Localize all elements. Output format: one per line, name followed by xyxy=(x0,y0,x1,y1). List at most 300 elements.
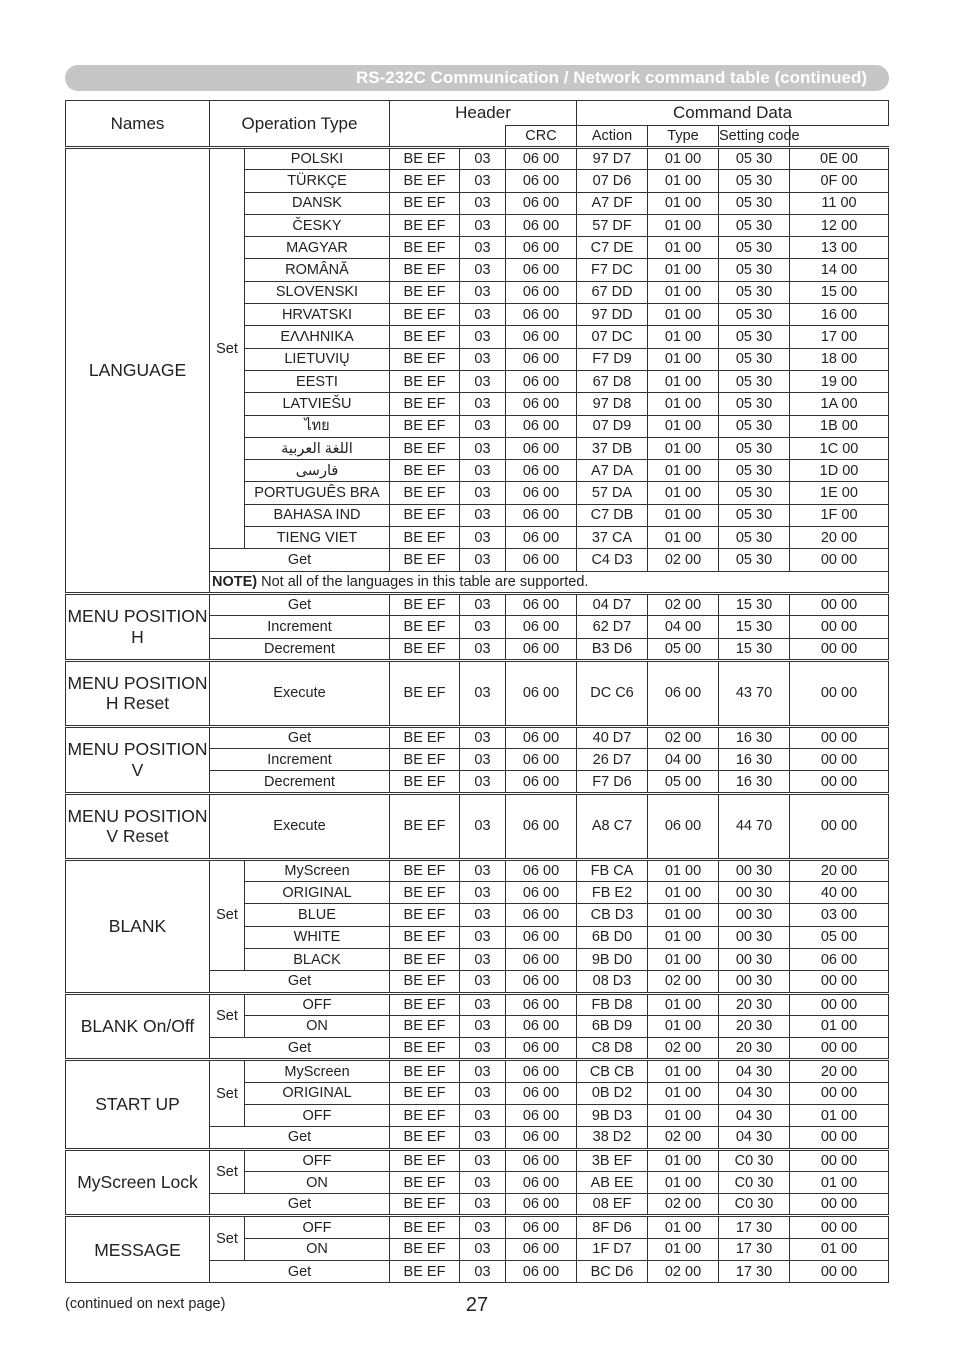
action-cell: 01 00 xyxy=(648,1149,719,1171)
action-cell: 01 00 xyxy=(648,148,719,170)
action-cell: 01 00 xyxy=(648,214,719,236)
header-id-cell: 06 00 xyxy=(506,593,577,615)
setting-code-cell: 00 00 xyxy=(790,993,889,1015)
action-cell: 01 00 xyxy=(648,1216,719,1238)
type-cell: 05 30 xyxy=(719,326,790,348)
setting-code-cell: 20 00 xyxy=(790,1060,889,1082)
setting-code-cell: 14 00 xyxy=(790,259,889,281)
type-cell: 04 30 xyxy=(719,1060,790,1082)
section-banner: RS-232C Communication / Network command table (continued) xyxy=(65,65,889,91)
operation-cell: SLOVENSKI xyxy=(245,281,390,303)
header-length-cell: 03 xyxy=(460,214,506,236)
operation-cell: Get xyxy=(210,593,390,615)
header-id-cell: 06 00 xyxy=(506,771,577,793)
action-cell: 01 00 xyxy=(648,415,719,437)
type-cell: 05 30 xyxy=(719,214,790,236)
action-cell: 02 00 xyxy=(648,726,719,748)
crc-cell: 8F D6 xyxy=(577,1216,648,1238)
type-cell: 43 70 xyxy=(719,660,790,726)
setting-code-cell: 1D 00 xyxy=(790,460,889,482)
note-label: NOTE) xyxy=(212,573,258,590)
header-bytes-cell: BE EF xyxy=(390,1194,460,1216)
operation-cell: Get xyxy=(210,1194,390,1216)
header-bytes-cell: BE EF xyxy=(390,281,460,303)
header-id-cell: 06 00 xyxy=(506,859,577,881)
header-id-cell: 06 00 xyxy=(506,1171,577,1193)
operation-cell: OFF xyxy=(245,1149,390,1171)
header-length-cell: 03 xyxy=(460,771,506,793)
setting-code-cell: 00 00 xyxy=(790,593,889,615)
action-cell: 01 00 xyxy=(648,192,719,214)
header-length-cell: 03 xyxy=(460,281,506,303)
action-cell: 01 00 xyxy=(648,326,719,348)
type-cell: C0 30 xyxy=(719,1149,790,1171)
crc-cell: 9B D0 xyxy=(577,948,648,970)
type-cell: C0 30 xyxy=(719,1171,790,1193)
operation-cell: PORTUGUÊS BRA xyxy=(245,482,390,504)
header-id-cell: 06 00 xyxy=(506,281,577,303)
header-length-cell: 03 xyxy=(460,370,506,392)
header-header: Header xyxy=(390,101,577,126)
type-cell: 05 30 xyxy=(719,304,790,326)
header-length-cell: 03 xyxy=(460,1060,506,1082)
crc-cell: DC C6 xyxy=(577,660,648,726)
header-bytes-cell: BE EF xyxy=(390,259,460,281)
action-cell: 01 00 xyxy=(648,504,719,526)
type-cell: 00 30 xyxy=(719,859,790,881)
action-cell: 01 00 xyxy=(648,1015,719,1037)
header-length-cell: 03 xyxy=(460,1194,506,1216)
crc-cell: FB CA xyxy=(577,859,648,881)
header-bytes-cell: BE EF xyxy=(390,793,460,859)
action-cell: 01 00 xyxy=(648,1238,719,1260)
action-cell: 01 00 xyxy=(648,237,719,259)
table-row xyxy=(66,1060,889,1082)
operation-cell: POLSKI xyxy=(245,148,390,170)
action-cell: 02 00 xyxy=(648,971,719,993)
action-cell: 01 00 xyxy=(648,460,719,482)
crc-cell: C7 DB xyxy=(577,504,648,526)
header-length-cell: 03 xyxy=(460,749,506,771)
setting-code-cell: 00 00 xyxy=(790,771,889,793)
command-table xyxy=(65,100,889,1283)
table-row xyxy=(66,1216,889,1238)
table-body xyxy=(66,148,889,1283)
header-id-cell: 06 00 xyxy=(506,1038,577,1060)
crc-cell: 08 D3 xyxy=(577,971,648,993)
header-length-cell: 03 xyxy=(460,1127,506,1149)
type-cell: 05 30 xyxy=(719,527,790,549)
action-cell: 01 00 xyxy=(648,527,719,549)
setting-code-cell: 1C 00 xyxy=(790,437,889,459)
header-bytes-cell: BE EF xyxy=(390,437,460,459)
header-id-cell: 06 00 xyxy=(506,793,577,859)
header-bytes-cell: BE EF xyxy=(390,971,460,993)
header-length-cell: 03 xyxy=(460,437,506,459)
setting-code-cell: 11 00 xyxy=(790,192,889,214)
operation-cell: Get xyxy=(210,971,390,993)
header-length-cell: 03 xyxy=(460,1216,506,1238)
header-id-cell: 06 00 xyxy=(506,993,577,1015)
type-cell: C0 30 xyxy=(719,1194,790,1216)
header-bytes-cell: BE EF xyxy=(390,1149,460,1171)
table-row xyxy=(66,660,889,726)
header-id-cell: 06 00 xyxy=(506,259,577,281)
crc-cell: C4 D3 xyxy=(577,549,648,571)
action-cell: 01 00 xyxy=(648,882,719,904)
table-row xyxy=(66,726,889,748)
header-bytes-cell: BE EF xyxy=(390,1015,460,1037)
names-header: Names xyxy=(66,101,210,148)
header-bytes-cell: BE EF xyxy=(390,771,460,793)
crc-cell: A7 DF xyxy=(577,192,648,214)
type-cell: 17 30 xyxy=(719,1238,790,1260)
header-bytes-cell: BE EF xyxy=(390,1171,460,1193)
table-row xyxy=(66,593,889,615)
header-id-cell: 06 00 xyxy=(506,326,577,348)
header-id-cell: 06 00 xyxy=(506,1238,577,1260)
header-id-cell: 06 00 xyxy=(506,304,577,326)
operation-cell: BLACK xyxy=(245,948,390,970)
header-id-cell: 06 00 xyxy=(506,726,577,748)
crc-cell: 07 D9 xyxy=(577,415,648,437)
action-cell: 01 00 xyxy=(648,482,719,504)
header-length-cell: 03 xyxy=(460,1104,506,1126)
operation-cell: TÜRKÇE xyxy=(245,170,390,192)
action-cell: 01 00 xyxy=(648,1104,719,1126)
header-header-spacer xyxy=(390,126,506,148)
action-header: Action xyxy=(577,126,648,148)
continued-note: (continued on next page) xyxy=(65,1296,226,1312)
action-cell: 01 00 xyxy=(648,348,719,370)
setting-code-cell: 0E 00 xyxy=(790,148,889,170)
type-cell: 00 30 xyxy=(719,971,790,993)
set-label: Set xyxy=(210,1060,245,1127)
header-length-cell: 03 xyxy=(460,192,506,214)
action-cell: 01 00 xyxy=(648,1082,719,1104)
action-cell: 06 00 xyxy=(648,793,719,859)
header-length-cell: 03 xyxy=(460,859,506,881)
header-id-cell: 06 00 xyxy=(506,348,577,370)
header-bytes-cell: BE EF xyxy=(390,993,460,1015)
header-bytes-cell: BE EF xyxy=(390,482,460,504)
header-length-cell: 03 xyxy=(460,1038,506,1060)
type-header: Type xyxy=(648,126,719,148)
header-bytes-cell: BE EF xyxy=(390,304,460,326)
type-cell: 15 30 xyxy=(719,616,790,638)
header-id-cell: 06 00 xyxy=(506,638,577,660)
setting-code-cell: 1B 00 xyxy=(790,415,889,437)
crc-cell: B3 D6 xyxy=(577,638,648,660)
type-cell: 20 30 xyxy=(719,1038,790,1060)
header-id-cell: 06 00 xyxy=(506,549,577,571)
header-id-cell: 06 00 xyxy=(506,1015,577,1037)
item-name: MyScreen Lock xyxy=(66,1149,210,1216)
header-bytes-cell: BE EF xyxy=(390,859,460,881)
operation-cell: Decrement xyxy=(210,638,390,660)
action-cell: 01 00 xyxy=(648,926,719,948)
type-cell: 16 30 xyxy=(719,726,790,748)
action-cell: 02 00 xyxy=(648,1261,719,1283)
setting-code-cell: 00 00 xyxy=(790,1038,889,1060)
header-id-cell: 06 00 xyxy=(506,1060,577,1082)
set-label: Set xyxy=(210,148,245,549)
crc-cell: 97 DD xyxy=(577,304,648,326)
action-cell: 06 00 xyxy=(648,660,719,726)
header-bytes-cell: BE EF xyxy=(390,948,460,970)
operation-cell: فارسی xyxy=(245,460,390,482)
type-cell: 15 30 xyxy=(719,638,790,660)
operation-cell: OFF xyxy=(245,993,390,1015)
type-cell: 00 30 xyxy=(719,882,790,904)
header-bytes-cell: BE EF xyxy=(390,214,460,236)
operation-cell: BAHASA IND xyxy=(245,504,390,526)
action-cell: 01 00 xyxy=(648,304,719,326)
header-id-cell: 06 00 xyxy=(506,1127,577,1149)
type-cell: 05 30 xyxy=(719,393,790,415)
header-id-cell: 06 00 xyxy=(506,460,577,482)
header-bytes-cell: BE EF xyxy=(390,616,460,638)
header-id-cell: 06 00 xyxy=(506,393,577,415)
header-bytes-cell: BE EF xyxy=(390,326,460,348)
setting-code-cell: 13 00 xyxy=(790,237,889,259)
crc-cell: BC D6 xyxy=(577,1261,648,1283)
crc-cell: AB EE xyxy=(577,1171,648,1193)
header-length-cell: 03 xyxy=(460,660,506,726)
type-cell: 05 30 xyxy=(719,460,790,482)
operation-cell: EESTI xyxy=(245,370,390,392)
header-length-cell: 03 xyxy=(460,237,506,259)
crc-cell: 37 DB xyxy=(577,437,648,459)
setting-code-cell: 00 00 xyxy=(790,1127,889,1149)
operation-cell: Get xyxy=(210,1038,390,1060)
header-length-cell: 03 xyxy=(460,926,506,948)
type-cell: 17 30 xyxy=(719,1261,790,1283)
setting-code-cell: 06 00 xyxy=(790,948,889,970)
setting-code-cell: 40 00 xyxy=(790,882,889,904)
action-cell: 01 00 xyxy=(648,393,719,415)
action-cell: 01 00 xyxy=(648,1060,719,1082)
header-id-cell: 06 00 xyxy=(506,170,577,192)
setting-code-cell: 05 00 xyxy=(790,926,889,948)
operation-cell: اللغة العربية xyxy=(245,437,390,459)
operation-cell: Increment xyxy=(210,749,390,771)
header-bytes-cell: BE EF xyxy=(390,170,460,192)
type-cell: 05 30 xyxy=(719,549,790,571)
header-length-cell: 03 xyxy=(460,1261,506,1283)
crc-cell: 97 D7 xyxy=(577,148,648,170)
type-cell: 05 30 xyxy=(719,415,790,437)
crc-cell: CB D3 xyxy=(577,904,648,926)
header-length-cell: 03 xyxy=(460,1149,506,1171)
setting-code-cell: 00 00 xyxy=(790,660,889,726)
crc-cell: 26 D7 xyxy=(577,749,648,771)
setting-code-cell: 00 00 xyxy=(790,549,889,571)
header-length-cell: 03 xyxy=(460,549,506,571)
header-bytes-cell: BE EF xyxy=(390,415,460,437)
type-cell: 05 30 xyxy=(719,281,790,303)
crc-cell: 07 D6 xyxy=(577,170,648,192)
item-name: BLANK xyxy=(66,859,210,993)
header-bytes-cell: BE EF xyxy=(390,148,460,170)
header-length-cell: 03 xyxy=(460,726,506,748)
crc-cell: 07 DC xyxy=(577,326,648,348)
crc-cell: 9B D3 xyxy=(577,1104,648,1126)
setting-code-header: Setting code xyxy=(719,126,790,148)
header-id-cell: 06 00 xyxy=(506,437,577,459)
crc-cell: 62 D7 xyxy=(577,616,648,638)
action-cell: 02 00 xyxy=(648,549,719,571)
header-id-cell: 06 00 xyxy=(506,1194,577,1216)
header-length-cell: 03 xyxy=(460,460,506,482)
type-cell: 44 70 xyxy=(719,793,790,859)
table-row xyxy=(66,148,889,170)
action-cell: 01 00 xyxy=(648,437,719,459)
crc-cell: 08 EF xyxy=(577,1194,648,1216)
header-length-cell: 03 xyxy=(460,616,506,638)
header-length-cell: 03 xyxy=(460,259,506,281)
header-length-cell: 03 xyxy=(460,1082,506,1104)
table-row xyxy=(66,993,889,1015)
table-row xyxy=(66,1149,889,1171)
header-bytes-cell: BE EF xyxy=(390,237,460,259)
item-name: START UP xyxy=(66,1060,210,1149)
header-length-cell: 03 xyxy=(460,170,506,192)
header-bytes-cell: BE EF xyxy=(390,593,460,615)
header-bytes-cell: BE EF xyxy=(390,638,460,660)
crc-cell: FB D8 xyxy=(577,993,648,1015)
header-id-cell: 06 00 xyxy=(506,1082,577,1104)
operation-cell: MAGYAR xyxy=(245,237,390,259)
operation-cell: OFF xyxy=(245,1104,390,1126)
header-length-cell: 03 xyxy=(460,527,506,549)
header-bytes-cell: BE EF xyxy=(390,460,460,482)
table-row xyxy=(66,793,889,859)
crc-cell: C8 D8 xyxy=(577,1038,648,1060)
header-id-cell: 06 00 xyxy=(506,415,577,437)
action-cell: 04 00 xyxy=(648,616,719,638)
item-name: MENU POSITION H xyxy=(66,593,210,660)
header-bytes-cell: BE EF xyxy=(390,348,460,370)
operation-cell: ON xyxy=(245,1238,390,1260)
table-note xyxy=(210,571,889,593)
crc-cell: 67 D8 xyxy=(577,370,648,392)
operation-cell: ORIGINAL xyxy=(245,882,390,904)
crc-cell: C7 DE xyxy=(577,237,648,259)
header-id-cell: 06 00 xyxy=(506,237,577,259)
header-length-cell: 03 xyxy=(460,482,506,504)
action-cell: 01 00 xyxy=(648,993,719,1015)
header-length-cell: 03 xyxy=(460,393,506,415)
header-id-cell: 06 00 xyxy=(506,971,577,993)
setting-code-cell: 03 00 xyxy=(790,904,889,926)
header-length-cell: 03 xyxy=(460,971,506,993)
operation-cell: ON xyxy=(245,1015,390,1037)
setting-code-cell: 20 00 xyxy=(790,859,889,881)
type-cell: 17 30 xyxy=(719,1216,790,1238)
operation-cell: Get xyxy=(210,1261,390,1283)
header-length-cell: 03 xyxy=(460,882,506,904)
header-length-cell: 03 xyxy=(460,348,506,370)
header-bytes-cell: BE EF xyxy=(390,1238,460,1260)
type-cell: 16 30 xyxy=(719,749,790,771)
type-cell: 05 30 xyxy=(719,170,790,192)
header-length-cell: 03 xyxy=(460,638,506,660)
header-bytes-cell: BE EF xyxy=(390,1261,460,1283)
header-id-cell: 06 00 xyxy=(506,504,577,526)
operation-cell: Get xyxy=(210,1127,390,1149)
type-cell: 05 30 xyxy=(719,148,790,170)
operation-cell: ON xyxy=(245,1171,390,1193)
crc-cell: 97 D8 xyxy=(577,393,648,415)
header-bytes-cell: BE EF xyxy=(390,882,460,904)
setting-code-cell: 00 00 xyxy=(790,638,889,660)
operation-cell: BLUE xyxy=(245,904,390,926)
header-id-cell: 06 00 xyxy=(506,616,577,638)
operation-cell: TIENG VIET xyxy=(245,527,390,549)
type-cell: 05 30 xyxy=(719,482,790,504)
setting-code-cell: 18 00 xyxy=(790,348,889,370)
crc-cell: 3B EF xyxy=(577,1149,648,1171)
crc-cell: F7 D6 xyxy=(577,771,648,793)
header-id-cell: 06 00 xyxy=(506,214,577,236)
operation-cell: MyScreen xyxy=(245,859,390,881)
crc-cell: 57 DF xyxy=(577,214,648,236)
type-cell: 05 30 xyxy=(719,237,790,259)
operation-cell: ΕΛΛΗΝΙΚΑ xyxy=(245,326,390,348)
header-id-cell: 06 00 xyxy=(506,882,577,904)
operation-cell: ORIGINAL xyxy=(245,1082,390,1104)
setting-code-cell: 19 00 xyxy=(790,370,889,392)
action-cell: 01 00 xyxy=(648,948,719,970)
operation-cell: WHITE xyxy=(245,926,390,948)
crc-cell: 57 DA xyxy=(577,482,648,504)
crc-cell: 1F D7 xyxy=(577,1238,648,1260)
header-bytes-cell: BE EF xyxy=(390,393,460,415)
header-length-cell: 03 xyxy=(460,593,506,615)
type-cell: 15 30 xyxy=(719,593,790,615)
setting-code-cell: 00 00 xyxy=(790,749,889,771)
header-length-cell: 03 xyxy=(460,1238,506,1260)
setting-code-cell: 01 00 xyxy=(790,1171,889,1193)
header-bytes-cell: BE EF xyxy=(390,749,460,771)
header-bytes-cell: BE EF xyxy=(390,1060,460,1082)
operation-type-header: Operation Type xyxy=(210,101,390,148)
crc-cell: 67 DD xyxy=(577,281,648,303)
header-bytes-cell: BE EF xyxy=(390,504,460,526)
setting-code-cell: 20 00 xyxy=(790,527,889,549)
header-id-cell: 06 00 xyxy=(506,948,577,970)
setting-code-cell: 16 00 xyxy=(790,304,889,326)
operation-cell: Get xyxy=(210,726,390,748)
setting-code-cell: 00 00 xyxy=(790,793,889,859)
operation-cell: Increment xyxy=(210,616,390,638)
item-name: MESSAGE xyxy=(66,1216,210,1283)
setting-code-cell: 00 00 xyxy=(790,1216,889,1238)
setting-code-cell: 1A 00 xyxy=(790,393,889,415)
setting-code-cell: 01 00 xyxy=(790,1238,889,1260)
crc-cell: CB CB xyxy=(577,1060,648,1082)
action-cell: 04 00 xyxy=(648,749,719,771)
crc-cell: F7 DC xyxy=(577,259,648,281)
action-cell: 02 00 xyxy=(648,1038,719,1060)
header-bytes-cell: BE EF xyxy=(390,1216,460,1238)
item-name: MENU POSITION V Reset xyxy=(66,793,210,859)
type-cell: 04 30 xyxy=(719,1104,790,1126)
header-bytes-cell: BE EF xyxy=(390,926,460,948)
type-cell: 04 30 xyxy=(719,1127,790,1149)
operation-cell: ČESKY xyxy=(245,214,390,236)
